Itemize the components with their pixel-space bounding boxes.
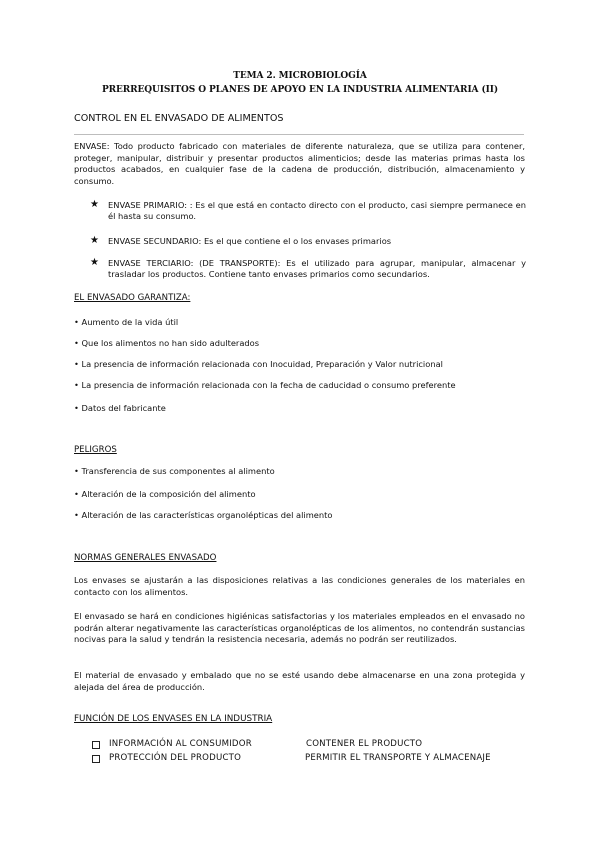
divider [74, 134, 524, 135]
checkbox[interactable] [92, 741, 100, 749]
title-line-2: PRERREQUISITOS O PLANES DE APOYO EN LA INDUSTRIA ALIMENTARIA (II) [101, 85, 499, 95]
funcion-proteccion: PROTECCIÓN DEL PRODUCTO [109, 753, 242, 763]
list-item: • Que los alimentos no han sido adulterados [74, 338, 260, 348]
envase-definition: ENVASE: Todo producto fabricado con materiales de diferente naturaleza, que se utiliza para contener, proteger, manipular, distribuir y presentar productos alimenticios; desde las materias primas hasta los productos acabados, en cualquier fase de la cadena de producción, distribución, almacenamiento y consumo. [74, 141, 525, 186]
list-item: • Transferencia de sus componentes al alimento [74, 466, 275, 476]
normas-paragraph-2: El envasado se hará en condiciones higiénicas satisfactorias y los materiales empleados en el envasado no podrán alterar negativamente las características organolépticas de los alimentos, no contendrán sustancias nocivas para la salud y tendrán la resistencia necesaria, además no podrán ser reutilizados. [74, 611, 525, 645]
star-icon: ★ [90, 235, 99, 246]
list-item: • La presencia de información relacionada con Inocuidad, Preparación y Valor nutricional [74, 359, 443, 369]
normas-paragraph-3: El material de envasado y embalado que no se esté usando debe almacenarse en una zona protegida y alejada del área de producción. [74, 670, 525, 692]
list-item: • Datos del fabricante [74, 403, 166, 413]
funcion-informacion: INFORMACIÓN AL CONSUMIDOR [109, 739, 252, 749]
envase-terciario: ENVASE TERCIARIO: (DE TRANSPORTE): Es el utilizado para agrupar, manipular, almacenar y trasladar los productos. Contiene tanto envases primarios como secundarios. [108, 258, 526, 279]
funcion-contener: CONTENER EL PRODUCTO [306, 739, 423, 749]
heading-control: CONTROL EN EL ENVASADO DE ALIMENTOS [74, 113, 284, 124]
heading-normas: NORMAS GENERALES ENVASADO [74, 553, 217, 563]
envase-primario: ENVASE PRIMARIO: : Es el que está en contacto directo con el producto, casi siempre permanece en él hasta su consumo. [108, 200, 526, 221]
checkbox[interactable] [92, 755, 100, 763]
title-line-1: TEMA 2. MICROBIOLOGÍA [233, 71, 367, 81]
list-item: • Aumento de la vida útil [74, 317, 179, 327]
envase-secundario: ENVASE SECUNDARIO: Es el que contiene el o los envases primarios [108, 236, 392, 246]
list-item: • Alteración de la composición del alimento [74, 489, 256, 499]
normas-paragraph-1: Los envases se ajustarán a las disposiciones relativas a las condiciones generales de los materiales en contacto con los alimentos. [74, 575, 525, 597]
heading-funcion: FUNCIÓN DE LOS ENVASES EN LA INDUSTRIA [74, 714, 273, 724]
list-item: • Alteración de las características organolépticas del alimento [74, 510, 333, 520]
star-icon: ★ [90, 257, 99, 268]
funcion-transporte: PERMITIR EL TRANSPORTE Y ALMACENAJE [305, 753, 491, 763]
list-item: • La presencia de información relacionada con la fecha de caducidad o consumo preferente [74, 380, 456, 390]
heading-garantiza: EL ENVASADO GARANTIZA: [74, 293, 191, 303]
star-icon: ★ [90, 199, 99, 210]
heading-peligros: PELIGROS [74, 445, 117, 455]
